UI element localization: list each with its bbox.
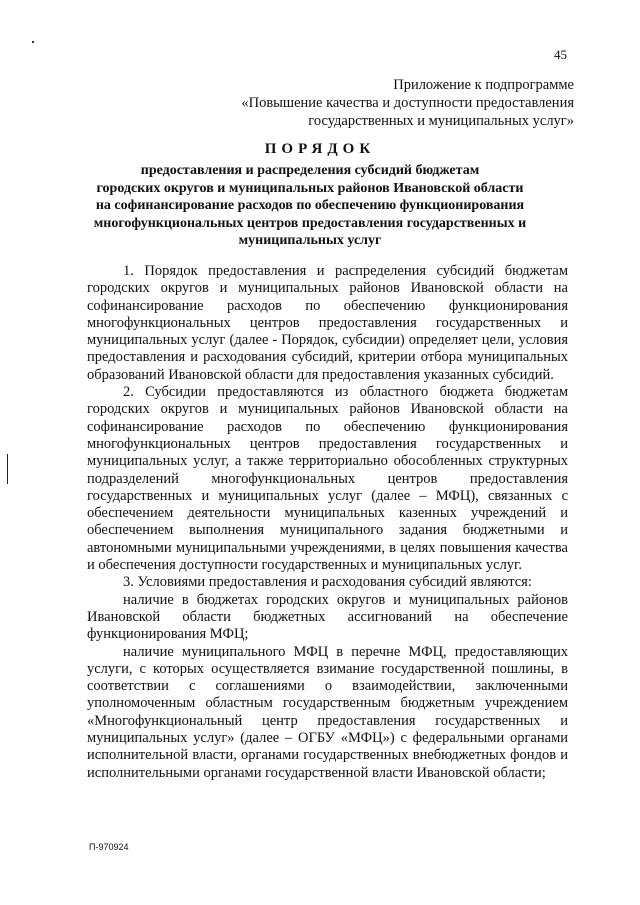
- document-body: [87, 263, 568, 782]
- paragraph-1: 1. Порядок предоставления и распределения субсидий бюджетам городских округов и муниципальных районов Ивановской области на софинансирование расходов по обеспечению функционирования многофункциональных центров предоставления государственных и муниципальных услуг (далее - Порядок, субсидии) определяет цели, условия предоставления и расходования субсидий, критерии отбора муниципальных образований Ивановской области для предоставления указанных субсидий.: [87, 263, 568, 383]
- margin-mark: [7, 454, 8, 484]
- subtitle-line-1: предоставления и распределения субсидий бюджетам: [140, 163, 480, 178]
- appendix-line-3: государственных и муниципальных услуг»: [308, 113, 574, 129]
- appendix-line-2: «Повышение качества и доступности предоставления: [241, 95, 574, 111]
- subtitle-line-3: на софинансирование расходов по обеспечению функционирования: [95, 198, 525, 213]
- page-number: 45: [554, 47, 567, 62]
- appendix-header: [154, 76, 574, 130]
- document-subtitle: [60, 162, 560, 250]
- appendix-line-1: Приложение к подпрограмме: [393, 77, 574, 93]
- paragraph-2: 2. Субсидии предоставляются из областного бюджета бюджетам городских округов и муниципальных районов Ивановской области на софинансирование расходов по обеспечению функционирования многофункциональных центров предоставления государственных и муниципальных услуг, а также территориально обособленных структурных подразделений многофункциональных центров предоставления государственных и муниципальных услуг (далее – МФЦ), связанных с обеспечением деятельности муниципальных казенных учреждений и обеспечением выполнения муниципального задания бюджетными и автономными муниципальными учреждениями, в целях повышения качества и обеспечения доступности государственных и муниципальных услуг.: [87, 384, 568, 574]
- footer-code: П-970924: [89, 842, 129, 852]
- paragraph-condition-1: наличие в бюджетах городских округов и муниципальных районов Ивановской области бюджетных ассигнований на обеспечение функционирования МФЦ;: [87, 591, 568, 643]
- subtitle-line-2: городских округов и муниципальных районов Ивановской области: [96, 180, 524, 196]
- paragraph-3: 3. Условиями предоставления и расходования субсидий являются:: [123, 574, 532, 591]
- subtitle-line-5: муниципальных услуг: [238, 233, 382, 248]
- paragraph-condition-2: наличие муниципального МФЦ в перечне МФЦ, предоставляющих услуги, с которых осуществляется взимание государственной пошлины, в соответствии с соглашениями о взаимодействии, заключенными уполномоченным областным государственным бюджетным учреждением «Многофункциональный центр предоставления государственных и муниципальных услуг» (далее – ОГБУ «МФЦ») с федеральными органами исполнительной власти, органами государственных внебюджетных фондов и исполнительными органами государственной власти Ивановской области;: [87, 643, 568, 781]
- document-title: ПОРЯДОК: [264, 141, 376, 157]
- subtitle-line-4: многофункциональных центров предоставления государственных и: [93, 215, 527, 231]
- scan-artifact-dot: [32, 41, 34, 43]
